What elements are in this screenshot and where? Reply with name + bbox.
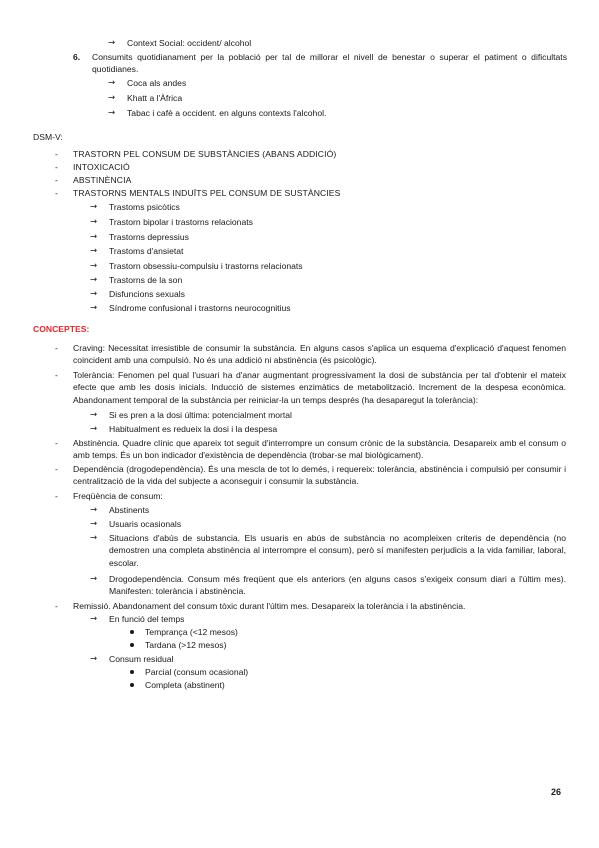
sub-sub-list-item: Tardana (>12 mesos) <box>145 640 227 650</box>
arrow-icon: → <box>108 38 116 48</box>
arrow-icon: → <box>90 505 98 515</box>
bullet-dot-icon <box>130 630 134 634</box>
arrow-icon: → <box>90 202 98 212</box>
arrow-icon: → <box>90 246 98 256</box>
dash-bullet: - <box>55 601 58 611</box>
dash-bullet: - <box>55 343 58 353</box>
list-item-text: Consumits quotidianament per la població per tal de millorar el nivell de benestar o superar el patiment o dificultats quotidianes. <box>92 52 567 75</box>
section-heading: CONCEPTES: <box>33 324 90 334</box>
sub-list-item: Síndrome confusional i trastorns neurocognitius <box>109 303 291 313</box>
dash-bullet: - <box>55 370 58 380</box>
sub-list-item: Khatt a l'Àfrica <box>127 93 183 103</box>
dash-bullet: - <box>55 188 58 198</box>
list-item: Context Social: occident/ alcohol <box>127 38 252 48</box>
bullet-dot-icon <box>130 643 134 647</box>
sub-list-item: Trastoms d'ansietat <box>109 246 184 256</box>
sub-list-item: Coca als andes <box>127 78 187 88</box>
sub-list-item: Usuaris ocasionals <box>109 519 182 529</box>
sub-list-item: Disfuncions sexuals <box>109 289 185 299</box>
bullet-dot-icon <box>130 683 134 687</box>
dash-bullet: - <box>55 464 58 474</box>
dash-bullet: - <box>55 438 58 448</box>
sub-list-item: Consum residual <box>109 654 174 664</box>
list-item: ABSTINÈNCIA <box>73 175 132 185</box>
sub-list-item: Tabac i cafè a occident. en alguns contexts l'alcohol. <box>127 108 327 118</box>
concept-frequencia: Freqüència de consum: <box>73 491 163 501</box>
arrow-icon: → <box>90 424 98 434</box>
sub-list-item: Si es pren a la dosi última: potencialment mortal <box>109 410 292 420</box>
arrow-icon: → <box>90 533 98 543</box>
arrow-icon: → <box>108 108 116 118</box>
sub-list-item: Trastorn obsessiu-compulsiu i trastorns relacionats <box>109 261 303 271</box>
concept-craving: Craving: Necessitat irresistible de consumir la substància. En alguns casos s'aplica un esquema d'explicació d'aquest fenomen coincident amb una compulsió. No és una addició ni abstinència (és psicològic). <box>73 343 566 366</box>
list-item: INTOXICACIÓ <box>73 162 130 172</box>
sub-sub-list-item: Temprança (<12 mesos) <box>145 627 238 637</box>
sub-list-item: Situacions d'abús de substancia. Els usuaris en abús de substància no acompleixen criteris de dependència (no demostren una completa abstinència al interrompre el consum), però sí manifesten perjudicis a la vida familiar, laboral, escolar. <box>109 533 566 568</box>
arrow-icon: → <box>108 93 116 103</box>
arrow-icon: → <box>108 78 116 88</box>
sub-sub-list-item: Completa (abstinent) <box>145 680 225 690</box>
sub-sub-list-item: Parcial (consum ocasional) <box>145 667 249 677</box>
section-heading: DSM-V: <box>33 132 63 142</box>
list-item: TRASTORN PEL CONSUM DE SUBSTÀNCIES (ABANS ADDICIÓ) <box>73 149 337 159</box>
sub-list-item: Drogodependència. Consum més freqüent que els anteriors (en alguns casos s'exigeix consum diari a l'últim mes). Manifesten: tolerància i abstinència. <box>109 574 566 597</box>
dash-bullet: - <box>55 149 58 159</box>
arrow-icon: → <box>90 614 98 624</box>
item-number: 6. <box>73 52 81 62</box>
sub-list-item: Trastorn bipolar i trastorns relacionats <box>109 217 253 227</box>
sub-list-item: Habitualment es redueix la dosi i la despesa <box>109 424 278 434</box>
sub-list-item: Trastorns depressius <box>109 232 189 242</box>
sub-list-item: Trastorns de la son <box>109 275 183 285</box>
list-item: TRASTORNS MENTALS INDUÏTS PEL CONSUM DE SUSTÀNCIES <box>73 188 341 198</box>
dash-bullet: - <box>55 491 58 501</box>
concept-tolerancia: Tolerància: Fenomen pel qual l'usuari ha d'anar augmentant progressivament la dosi de substància per tal d'obtenir el mateix efecte que amb les dosis inicials. Inducció de sistemes enzimàtics de metabolització. Increment de la despesa econòmica. Abandonament temporal de la substància per reiniciar-la un temps després (ha desaparegut la tolerància): <box>73 370 566 405</box>
concept-remissio: Remissió. Abandonament del consum tòxic durant l'últim mes. Desapareix la tolerància i la abstinència. <box>73 601 466 611</box>
arrow-icon: → <box>90 217 98 227</box>
sub-list-item: En funció del temps <box>109 614 185 624</box>
concept-dependencia: Dependència (drogodependència). És una mescla de tot lo demés, i requereix: tolerància, abstinència i compulsió per consumir i centralització de la vida del subjecte a aconseguir i consumir la substància. <box>73 464 566 487</box>
arrow-icon: → <box>90 232 98 242</box>
concept-abstinencia: Abstinència. Quadre clínic que apareix tot seguit d'interrompre un consum crònic de la substància. Desapareix amb el consum o amb temps. És un bon indicador d'existència de dependència (trobar-se mal biològicament). <box>73 438 566 461</box>
arrow-icon: → <box>90 519 98 529</box>
bullet-dot-icon <box>130 670 134 674</box>
arrow-icon: → <box>90 574 98 584</box>
sub-list-item: Trastoms psicòtics <box>109 202 180 212</box>
arrow-icon: → <box>90 654 98 664</box>
arrow-icon: → <box>90 275 98 285</box>
arrow-icon: → <box>90 289 98 299</box>
page-number: 26 <box>551 787 562 797</box>
arrow-icon: → <box>90 303 98 313</box>
sub-list-item: Abstinents <box>109 505 150 515</box>
arrow-icon: → <box>90 261 98 271</box>
dash-bullet: - <box>55 175 58 185</box>
arrow-icon: → <box>90 410 98 420</box>
dash-bullet: - <box>55 162 58 172</box>
